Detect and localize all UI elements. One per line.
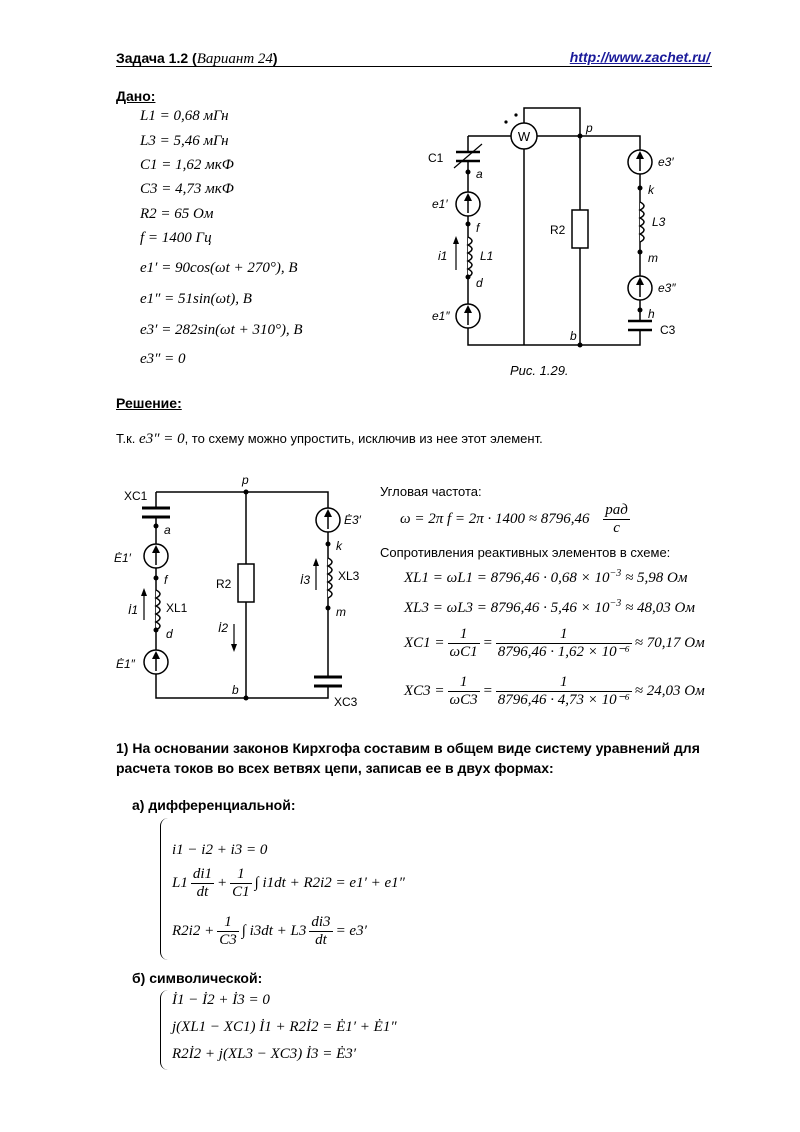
label-r2-2: R2 [216,577,232,591]
xc3-f1-den: ωC3 [449,692,478,708]
given-e1p: e1′ = 90cos(ωt + 270°), B [140,260,298,276]
node-b-2: b [232,683,239,697]
diff-brace [160,818,169,960]
inductor-l1 [468,237,472,277]
figure-caption: Рис. 1.29. [510,363,569,378]
label-e1p: e1′ [432,197,448,211]
node-p: p [586,121,593,135]
node-k-dot-2 [326,542,331,547]
label-e3p: e3′ [658,155,674,169]
wattmeter-dot-1 [504,120,507,123]
node-f: f [476,221,480,235]
node-a-2: a [164,523,171,537]
label-e3pp: e3″ [658,281,676,295]
xc3-eq: XC3 = $\frac{1}{\omega C3}$ = $\frac{1}{\text{8796,46 · 4,73 × 10⁻⁶}}$ ≈ 24,03 Ом [404,674,705,708]
node-f-dot [466,222,471,227]
label-i1: i1 [438,249,448,263]
node-f-2: f [164,573,168,587]
wattmeter-label: W [517,129,531,144]
label-xl1: XL1 [166,601,188,615]
xl3-exp: −3 [609,598,622,609]
node-d-2: d [166,627,173,641]
d3-f1-num: 1 [217,914,239,932]
label-xc1: XC1 [124,489,148,503]
xl3-eq [404,598,695,617]
inductor-xl1 [156,590,160,630]
xl1-lhs: XL1 = ωL1 = 8796,46 · 0,68 × 10 [404,570,610,586]
label-c3: C3 [660,323,676,337]
given-e3pp: e3″ = 0 [140,351,186,367]
given-e3p: e3′ = 282sin(ωt + 310°), B [140,322,303,338]
d3-f2-den: dt [315,932,327,948]
given-l3: L3 = 5,46 мГн [140,133,229,149]
inductor-xl3 [328,558,332,598]
label-I2: İ2 [218,621,229,635]
d3-a: R2i2 + [172,922,215,939]
node-p-dot [578,134,583,139]
node-m-dot-2 [326,606,331,611]
node-p-2: p [242,473,249,487]
node-h-dot [638,308,643,313]
xl1-rhs: ≈ 5,98 Ом [625,570,688,586]
node-a: a [476,167,483,181]
intro-prefix: Т.к. [116,431,136,446]
xl3-lhs: XL3 = ωL3 = 8796,46 · 5,46 × 10 [404,600,610,616]
sym-eq-3: R2İ2 + j(XL3 − XC3) İ3 = Ė3′ [172,1046,357,1062]
sym-brace [160,990,169,1070]
wire-outer [468,136,640,345]
arrowhead-I1 [141,588,147,596]
label-l1: L1 [480,249,494,263]
xc3-lhs: XC3 = [404,682,445,699]
intro-eq: e3″ = 0 [139,431,185,447]
label-E1pp: Ė1″ [116,657,135,671]
xc1-f2-den: 8796,46 · 1,62 × 10⁻⁶ [497,644,630,660]
xc1-eq: XC1 = $\frac{1}{\omega C1}$ = $\frac{1}{\text{8796,46 · 1,62 × 10⁻⁶}}$ ≈ 70,17 Ом [404,626,705,660]
task-label: Задача 1.2 [116,50,189,66]
node-a-dot-2 [154,524,159,529]
arrowhead-I3 [313,558,319,566]
d3-b: ∫ i3dt + L3 [241,922,307,939]
node-k-2: k [336,539,342,553]
xc1-f2-num: 1 [496,626,632,644]
node-f-dot-2 [154,576,159,581]
given-f: f = 1400 Гц [140,230,212,246]
solution-intro [116,431,543,448]
resistor-r2 [572,210,588,248]
step1-heading-2: расчета токов во всех ветвях цепи, записав ее в двух формах: [116,760,554,776]
header-divider [116,66,712,67]
diff-eq-3 [172,914,367,949]
given-r2: R2 = 65 Ом [140,206,214,222]
omega-unit-den: с [613,520,620,536]
diff-title: а) дифференциальной: [132,797,296,813]
xc1-f1-den: ωC1 [449,644,478,660]
xl1-exp: −3 [609,568,622,579]
omega-eq [400,502,633,537]
d2-f2-num: 1 [230,866,252,884]
label-E1p: Ė1′ [114,551,131,565]
label-r2: R2 [550,223,566,237]
step1-heading-1: 1) На основании законов Кирхгофа составим в общем виде систему уравнений для [116,740,700,756]
xc3-rhs: ≈ 24,03 Ом [634,682,705,699]
label-xl3: XL3 [338,569,360,583]
node-d: d [476,276,483,290]
node-d-dot [466,275,471,280]
omega-expr: ω = 2π f = 2π · 1400 ≈ 8796,46 [400,510,590,527]
xc1-lhs: XC1 = [404,634,445,651]
given-l1: L1 = 0,68 мГн [140,108,229,124]
omega-unit-num: рад [605,502,628,518]
d2-c: ∫ i1dt + R2i2 = e1′ + e1″ [254,874,405,891]
arrowhead-I2 [231,644,237,652]
arrowhead-i1 [453,236,459,244]
task-header: Задача 1.2 (Вариант 24) [116,50,278,67]
node-b: b [570,329,577,343]
node-m-2: m [336,605,346,619]
d3-c: = e3′ [335,922,367,939]
wattmeter-dot-2 [514,113,517,116]
given-c3: C3 = 4,73 мкФ [140,181,234,197]
d3-f2-num: di3 [311,914,331,930]
diff-eq-2 [172,866,405,901]
circuit-fig-1-29 [420,100,720,385]
node-k-dot [638,186,643,191]
diff-eq-1: i1 − i2 + i3 = 0 [172,842,268,858]
omega-title: Угловая частота: [380,484,482,499]
resistor-r2-2 [238,564,254,602]
intro-suffix: , то схему можно упростить, исключив из нее этот элемент. [184,431,543,446]
d2-f1-den: dt [196,884,209,900]
node-m-dot [638,250,643,255]
node-h: h [648,307,655,321]
xc3-f1-num: 1 [448,674,480,692]
xc1-rhs: ≈ 70,17 Ом [634,634,705,651]
given-e1pp: e1″ = 51sin(ωt), B [140,291,252,307]
variant-label: Вариант 24 [196,51,273,67]
node-d-dot-2 [154,628,159,633]
given-title: Дано: [116,88,156,104]
xc3-f2-den: 8796,46 · 4,73 × 10⁻⁶ [497,692,630,708]
node-b-dot [578,343,583,348]
given-c1: C1 = 1,62 мкФ [140,157,234,173]
d3-f1-den: C3 [219,932,237,948]
xc3-f2-num: 1 [496,674,632,692]
xc1-f1-num: 1 [448,626,480,644]
xl1-eq [404,568,687,587]
node-k: k [648,183,654,197]
label-E3: Ė3′ [344,513,361,527]
node-b-dot-2 [244,696,249,701]
d2-a: L1 [172,874,188,891]
node-a-dot [466,170,471,175]
inductor-l3 [640,202,644,242]
sym-title: б) символической: [132,970,263,986]
sym-eq-2: j(XL1 − XC1) İ1 + R2İ2 = Ė1′ + Ė1″ [172,1019,397,1035]
node-p-dot-2 [244,490,249,495]
node-m: m [648,251,658,265]
d2-b: + [217,874,228,891]
label-c1: C1 [428,151,444,165]
circuit-simplified [108,472,368,712]
label-xc3: XC3 [334,695,358,709]
react-title: Сопротивления реактивных элементов в схеме: [380,545,671,560]
d2-f2-den: C1 [232,884,250,900]
label-I3: İ3 [300,573,311,587]
solution-title: Решение: [116,395,182,411]
label-e1pp: e1″ [432,309,450,323]
d2-f1-num: di1 [192,866,213,882]
label-l3: L3 [652,215,666,229]
sym-eq-1: İ1 − İ2 + İ3 = 0 [172,992,270,1008]
site-link[interactable]: http://www.zachet.ru/ [569,49,710,65]
label-I1: İ1 [128,603,139,617]
xl3-rhs: ≈ 48,03 Ом [625,600,695,616]
